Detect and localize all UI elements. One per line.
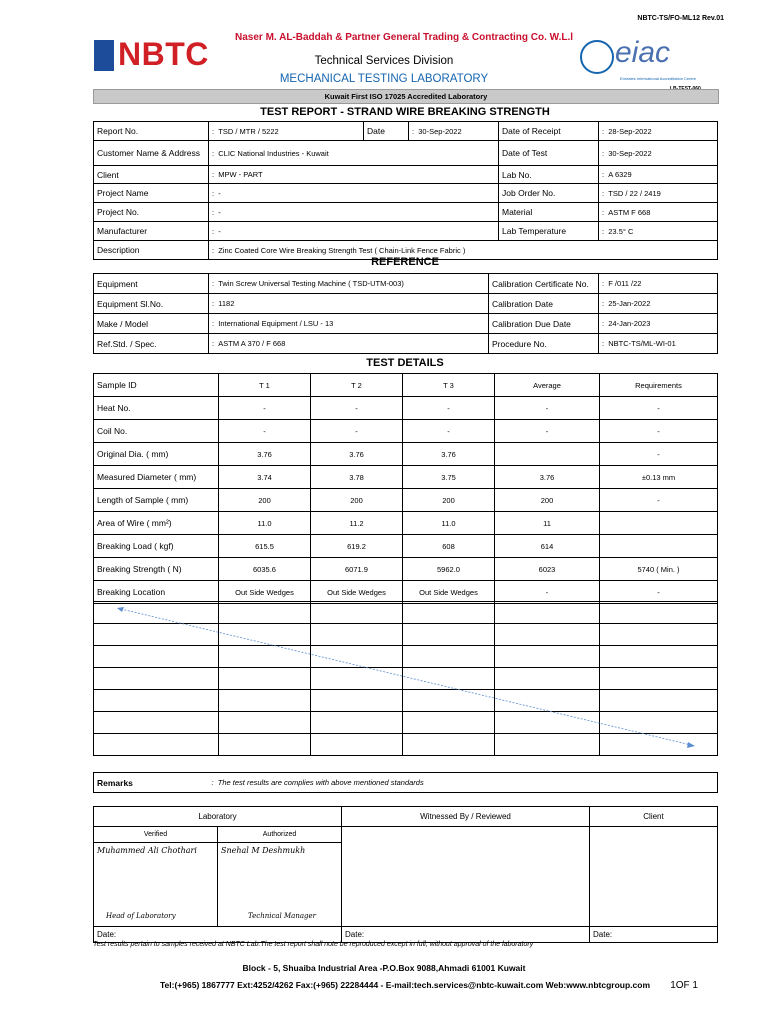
laboratory-header: Laboratory (94, 807, 342, 827)
equip-sl-value: 1182 (218, 299, 235, 308)
lab-no-value: A 6329 (608, 170, 632, 179)
manufacturer-label: Manufacturer (94, 222, 209, 241)
table-row (94, 443, 718, 466)
table-cell: - (600, 397, 718, 420)
company-name: Naser M. AL-Baddah & Partner General Trading & Contracting Co. W.L.l (235, 32, 574, 43)
table-header-row (94, 374, 718, 397)
remarks-label: Remarks (97, 777, 133, 788)
table-cell: - (311, 420, 403, 443)
report-title: TEST REPORT - STRAND WIRE BREAKING STRENGTH (260, 106, 550, 118)
equipment-value: Twin Screw Universal Testing Machine ( TSD-UTM-003) (218, 279, 404, 288)
table-cell: - (219, 420, 311, 443)
material-label: Material (499, 203, 599, 222)
table-cell (600, 512, 718, 535)
column-header: Sample ID (94, 374, 219, 397)
reference-table: Equipment : Twin Screw Universal Testing Machine ( TSD-UTM-003) Calibration Certificate No. : F /011 /22 Equipment Sl.No. : 1182 Calibration Date : 25-Jan-2022 Make / Model : International Equipment / LSU - 13 Calibration Due Date : 24-Jan-2023 Ref.Std. / Spec. : ASTM A 370 / F 668 Procedure No. : NBTC-TS/ML-WI-01 (93, 273, 718, 354)
table-cell: 6071.9 (311, 558, 403, 581)
job-order-value: TSD / 22 / 2419 (608, 188, 661, 198)
table-cell: - (311, 397, 403, 420)
manufacturer-value: - (218, 226, 221, 236)
test-date-value: 30-Sep-2022 (608, 148, 652, 158)
customer-value: CLIC National Industries - Kuwait (218, 148, 329, 158)
table-cell: 5740 ( Min. ) (600, 558, 718, 581)
table-cell: - (403, 397, 495, 420)
table-cell: 619.2 (311, 535, 403, 558)
table-cell: ±0.13 mm (600, 466, 718, 489)
document-code: NBTC-TS/FO-ML12 Rev.01 (637, 15, 724, 22)
receipt-value: 28-Sep-2022 (608, 126, 652, 136)
report-no-label: Report No. (94, 122, 209, 141)
table-row (94, 397, 718, 420)
date-label: Date (364, 122, 409, 141)
project-name-value: - (218, 188, 221, 198)
table-cell: 11 (495, 512, 600, 535)
cal-due-value: 24-Jan-2023 (608, 319, 651, 328)
table-cell: - (600, 489, 718, 512)
project-name-label: Project Name (94, 184, 209, 203)
footer-contact: Tel:(+965) 1867777 Ext:4252/4262 Fax:(+965) 22284444 - E-mail:tech.services@nbtc-kuwait.com Web:www.nbtcgroup.com (160, 980, 650, 990)
client-value: MPW - PART (218, 170, 263, 179)
receipt-label: Date of Receipt (499, 122, 599, 141)
nbtc-logo-text: NBTC (118, 36, 209, 72)
procedure-label: Procedure No. (489, 334, 599, 354)
project-no-label: Project No. (94, 203, 209, 222)
table-cell: 608 (403, 535, 495, 558)
cal-cert-value: F /011 /22 (608, 279, 642, 288)
table-cell: 3.76 (311, 443, 403, 466)
row-label: Original Dia. ( mm) (94, 443, 219, 466)
table-cell: Out Side Wedges (311, 581, 403, 604)
client-label: Client (94, 166, 209, 184)
customer-label: Customer Name & Address (94, 141, 209, 166)
report-no-value: TSD / MTR / 5222 (218, 126, 279, 136)
client-header: Client (590, 807, 718, 827)
cancel-diagonal-line (93, 601, 717, 757)
table-cell: - (600, 581, 718, 604)
row-label: Heat No. (94, 397, 219, 420)
make-label: Make / Model (94, 314, 209, 334)
row-label: Length of Sample ( mm) (94, 489, 219, 512)
equipment-label: Equipment (94, 274, 209, 294)
make-value: International Equipment / LSU - 13 (218, 319, 334, 328)
cal-date-value: 25-Jan-2022 (608, 299, 651, 308)
row-label: Breaking Load ( kgf) (94, 535, 219, 558)
ref-std-value: ASTM A 370 / F 668 (218, 339, 286, 348)
client-date-label: Date: (590, 927, 718, 943)
lab-temp-label: Lab Temperature (499, 222, 599, 241)
lab-no-label: Lab No. (499, 166, 599, 184)
table-cell: 615.5 (219, 535, 311, 558)
authorized-signature: Snehal M Deshmukh (221, 846, 306, 855)
table-cell: 200 (219, 489, 311, 512)
test-date-label: Date of Test (499, 141, 599, 166)
footer-address: Block - 5, Shuaiba Industrial Area -P.O.Box 9088,Ahmadi 61001 Kuwait (242, 963, 526, 973)
row-label: Breaking Strength ( N) (94, 558, 219, 581)
table-cell (495, 443, 600, 466)
cal-date-label: Calibration Date (489, 294, 599, 314)
table-cell: 200 (403, 489, 495, 512)
column-header: T 2 (311, 374, 403, 397)
division-name: Technical Services Division (314, 55, 454, 67)
column-header: Average (495, 374, 600, 397)
table-cell: 200 (495, 489, 600, 512)
row-label: Area of Wire ( mm²) (94, 512, 219, 535)
remarks-table: Remarks : The test results are complies with above mentioned standards (93, 772, 718, 793)
table-row (94, 489, 718, 512)
row-label: Measured Diameter ( mm) (94, 466, 219, 489)
cal-cert-label: Calibration Certificate No. (489, 274, 599, 294)
eiac-logo (580, 36, 730, 91)
table-row (94, 466, 718, 489)
column-header: T 3 (403, 374, 495, 397)
verified-signature: Muhammed Ali Chothari (97, 846, 197, 855)
table-row (94, 420, 718, 443)
table-row (94, 512, 718, 535)
authorized-label: Authorized (218, 827, 342, 843)
accreditation-band: Kuwait First ISO 17025 Accredited Laboratory (93, 89, 719, 104)
table-cell: - (495, 420, 600, 443)
row-label: Breaking Location (94, 581, 219, 604)
witness-date-label: Date: (342, 927, 590, 943)
lab-temp-value: 23.5° C (608, 226, 634, 236)
table-cell (600, 535, 718, 558)
date-value: 30-Sep-2022 (418, 126, 462, 136)
eiac-logo-text: eiac (615, 36, 671, 69)
table-cell: 3.76 (495, 466, 600, 489)
test-details-table (93, 373, 718, 604)
cal-due-label: Calibration Due Date (489, 314, 599, 334)
table-row (94, 535, 718, 558)
report-info-table: Report No. : TSD / MTR / 5222 Date : 30-Sep-2022 Date of Receipt : 28-Sep-2022 Customer Name & Address : CLIC National Industries - Kuwait Date of Test : 30-Sep-2022 Client : MPW - PART Lab No. : A 6329 Project Name : - Job Order No. : TSD / 22 / 2419 Project No. : - Material : ASTM F 668 Manufacturer : - Lab Temperature : 23.5° C Description : Zinc Coated Core Wire Breaking Strength Test ( Chain-Link Fence Fabric ) (93, 121, 718, 260)
job-order-label: Job Order No. (499, 184, 599, 203)
reference-title: REFERENCE (371, 256, 439, 268)
table-cell: 11.0 (403, 512, 495, 535)
test-details-title: TEST DETAILS (366, 357, 444, 369)
witnessed-header: Witnessed By / Reviewed (342, 807, 590, 827)
equip-sl-label: Equipment Sl.No. (94, 294, 209, 314)
table-cell: Out Side Wedges (403, 581, 495, 604)
description-label: Description (94, 241, 209, 260)
description-value: Zinc Coated Core Wire Breaking Strength Test ( Chain-Link Fence Fabric ) (218, 245, 466, 255)
table-cell: 6023 (495, 558, 600, 581)
ref-std-label: Ref.Std. / Spec. (94, 334, 209, 354)
table-cell: - (600, 420, 718, 443)
table-cell: 200 (311, 489, 403, 512)
eiac-subtitle: Emirates International Accreditation Centre (620, 76, 697, 81)
verified-title: Head of Laboratory (106, 912, 176, 920)
verified-label: Verified (94, 827, 218, 843)
globe-icon (580, 40, 614, 74)
column-header: Requirements (600, 374, 718, 397)
material-value: ASTM F 668 (608, 207, 651, 217)
table-cell: 3.78 (311, 466, 403, 489)
project-no-value: - (218, 207, 221, 217)
table-cell: 6035.6 (219, 558, 311, 581)
table-cell: 11.2 (311, 512, 403, 535)
table-cell: 614 (495, 535, 600, 558)
table-cell: - (600, 443, 718, 466)
lab-date-label: Date: (94, 927, 342, 943)
table-cell: - (495, 397, 600, 420)
footnote: Test results pertain to samples received at NBTC Lab.The test report shall note be reproduced except in full, without approval of the laboratory (93, 941, 534, 948)
column-header: T 1 (219, 374, 311, 397)
remarks-text: The test results are complies with above mentioned standards (217, 778, 424, 787)
row-label: Coil No. (94, 420, 219, 443)
table-cell: - (495, 581, 600, 604)
authorized-title: Technical Manager (248, 912, 316, 920)
table-cell: - (219, 397, 311, 420)
table-cell: 11.0 (219, 512, 311, 535)
table-cell: 3.76 (219, 443, 311, 466)
table-cell: Out Side Wedges (219, 581, 311, 604)
table-cell: 3.74 (219, 466, 311, 489)
table-row (94, 558, 718, 581)
procedure-value: NBTC-TS/ML-WI-01 (608, 339, 676, 348)
table-cell: - (403, 420, 495, 443)
table-cell: 5962.0 (403, 558, 495, 581)
lab-name: MECHANICAL TESTING LABORATORY (279, 73, 489, 85)
signatures-table (93, 806, 718, 943)
table-cell: 3.75 (403, 466, 495, 489)
table-cell: 3.76 (403, 443, 495, 466)
page-number: 1OF 1 (670, 980, 698, 991)
